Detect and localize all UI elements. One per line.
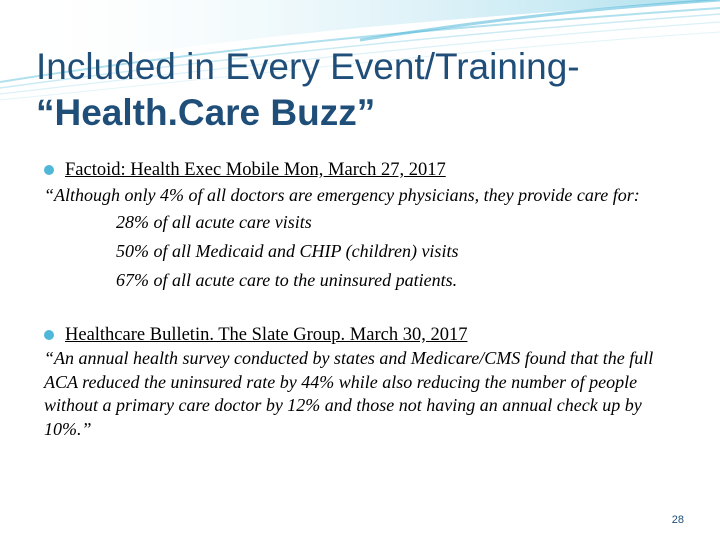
factoid-stat: 50% of all Medicaid and CHIP (children) visits <box>116 241 459 261</box>
factoid-quote: “Although only 4% of all doctors are emergency physicians, they provide care for: <box>44 185 640 205</box>
bullet-item-bulletin <box>44 323 684 347</box>
title-line-2: “Health.Care Buzz” <box>36 92 376 133</box>
factoid-heading: Factoid: Health Exec Mobile Mon, March 27, 2017 <box>65 160 446 180</box>
title-line-1: Included in Every Event/Training- <box>36 46 580 87</box>
slide-title <box>36 44 696 136</box>
bulletin-block <box>44 323 684 441</box>
factoid-stat: 67% of all acute care to the uninsured patients. <box>116 270 458 290</box>
bullet-dot-icon <box>44 330 54 340</box>
page-number: 28 <box>671 514 684 526</box>
bulletin-heading: Healthcare Bulletin. The Slate Group. March 30, 2017 <box>65 325 468 345</box>
factoid-stat: 28% of all acute care visits <box>116 212 312 232</box>
bulletin-quote: “An annual health survey conducted by states and Medicare/CMS found that the full ACA reduced the uninsured rate by 44% while also reducing the number of people without a primary care doctor by 12% and those not having an annual check up by 10%.” <box>44 348 654 439</box>
bullet-dot-icon <box>44 165 54 175</box>
slide-content <box>44 158 684 441</box>
bullet-item-factoid <box>44 158 684 182</box>
